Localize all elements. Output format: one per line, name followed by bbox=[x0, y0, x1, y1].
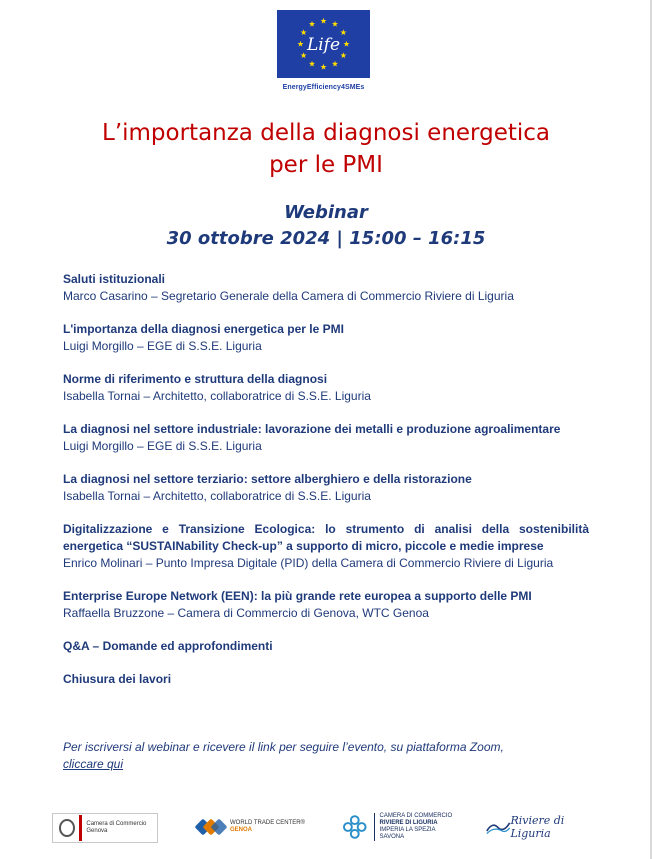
eu-stars-icon bbox=[277, 10, 370, 78]
event-datetime: 30 ottobre 2024 | 15:00 – 16:15 bbox=[166, 228, 486, 249]
eu-star bbox=[297, 41, 303, 47]
riviere-text: Riviere di Liguria bbox=[510, 814, 565, 840]
ccrl-line-2: RIVIERE DI LIGURIA bbox=[379, 820, 438, 826]
event-type: Webinar bbox=[284, 202, 368, 223]
wtc-name: WORLD TRADE CENTER® bbox=[230, 820, 305, 826]
ccrl-flower-icon bbox=[342, 814, 368, 840]
registration-text: Per iscriversi al webinar e ricevere il link per seguire l’evento, su piattaforma Zoom, bbox=[63, 740, 504, 754]
agenda-item-title: Enterprise Europe Network (EEN): la più grande rete europea a supporto delle PMI bbox=[63, 589, 532, 603]
agenda-item-title: La diagnosi nel settore industriale: lavorazione dei metalli e produzione agroalimentare bbox=[63, 422, 561, 436]
eu-star bbox=[309, 21, 315, 27]
agenda-item-title: Norme di riferimento e struttura della diagnosi bbox=[63, 372, 328, 386]
agenda-item bbox=[63, 371, 589, 405]
agenda-item bbox=[63, 588, 589, 622]
registration-note bbox=[63, 739, 589, 773]
agenda-item-speaker: Raffaella Bruzzone – Camera di Commercio di Genova, WTC Genoa bbox=[63, 606, 429, 620]
cc-genova-text: Camera di Commercio Genova bbox=[86, 821, 147, 834]
agenda-item bbox=[63, 271, 589, 305]
agenda-item bbox=[63, 471, 589, 505]
page-title bbox=[40, 117, 612, 181]
agenda-item-title: Digitalizzazione e Transizione Ecologica: lo strumento di analisi della sostenibilità energetica “SUSTAINability Check-up” a supporto di micro, piccole e medie imprese bbox=[63, 522, 589, 553]
partner-logos bbox=[0, 808, 652, 848]
agenda-item-speaker: Marco Casarino – Segretario Generale della Camera di Commercio Riviere di Liguria bbox=[63, 289, 514, 303]
camera-commercio-genova-logo bbox=[52, 813, 158, 843]
eu-star bbox=[320, 64, 326, 70]
eu-life-logo bbox=[277, 10, 370, 78]
event-info bbox=[40, 200, 612, 252]
agenda-item bbox=[63, 671, 589, 688]
register-link[interactable]: cliccare qui bbox=[63, 757, 124, 771]
eu-star bbox=[309, 61, 315, 67]
agenda-item-title: Chiusura dei lavori bbox=[63, 672, 172, 686]
camera-commercio-riviere-logo bbox=[342, 808, 460, 846]
wtc-genoa-logo bbox=[196, 808, 306, 846]
wave-icon bbox=[486, 818, 510, 836]
riviere-di-liguria-logo bbox=[486, 808, 590, 846]
agenda bbox=[63, 271, 589, 704]
agenda-item-title: Q&A – Domande ed approfondimenti bbox=[63, 639, 273, 653]
eu-star bbox=[301, 52, 307, 58]
eu-star bbox=[301, 29, 307, 35]
agenda-item-speaker: Isabella Tornai – Architetto, collaboratrice di S.S.E. Liguria bbox=[63, 389, 371, 403]
agenda-item-title: La diagnosi nel settore terziario: settore alberghiero e della ristorazione bbox=[63, 472, 472, 486]
ccrl-text bbox=[374, 813, 460, 841]
agenda-item-title: L'importanza della diagnosi energetica per le PMI bbox=[63, 322, 344, 336]
eu-star bbox=[340, 29, 346, 35]
agenda-item bbox=[63, 421, 589, 455]
ccrl-line-3: IMPERIA LA SPEZIA SAVONA bbox=[379, 827, 436, 840]
logo-bar bbox=[79, 815, 82, 841]
title-line-1: L’importanza della diagnosi energetica bbox=[102, 120, 550, 146]
agenda-item-speaker: Luigi Morgillo – EGE di S.S.E. Liguria bbox=[63, 339, 262, 353]
agenda-item-speaker: Enrico Molinari – Punto Impresa Digitale (PID) della Camera di Commercio Riviere di Liguria bbox=[63, 556, 554, 570]
wtc-city: GENOA bbox=[230, 827, 253, 833]
agenda-item-speaker: Isabella Tornai – Architetto, collaboratrice di S.S.E. Liguria bbox=[63, 489, 371, 503]
eu-star bbox=[332, 61, 338, 67]
eu-star bbox=[340, 52, 346, 58]
ccrl-line-1: CAMERA DI COMMERCIO bbox=[379, 813, 453, 819]
eu-star bbox=[320, 18, 326, 24]
agenda-item bbox=[63, 521, 589, 572]
agenda-item-speaker: Luigi Morgillo – EGE di S.S.E. Liguria bbox=[63, 439, 262, 453]
agenda-item bbox=[63, 638, 589, 655]
wtc-text bbox=[230, 820, 305, 834]
wtc-diamond-icon bbox=[196, 819, 226, 835]
eu-star bbox=[332, 21, 338, 27]
agenda-item-title: Saluti istituzionali bbox=[63, 272, 166, 286]
title-line-2: per le PMI bbox=[269, 152, 383, 178]
agenda-item bbox=[63, 321, 589, 355]
seal-icon bbox=[59, 819, 75, 837]
project-caption: EnergyEfficiency4SMEs bbox=[282, 84, 365, 91]
life-logo-text: Life bbox=[306, 35, 341, 55]
eu-star bbox=[343, 41, 349, 47]
